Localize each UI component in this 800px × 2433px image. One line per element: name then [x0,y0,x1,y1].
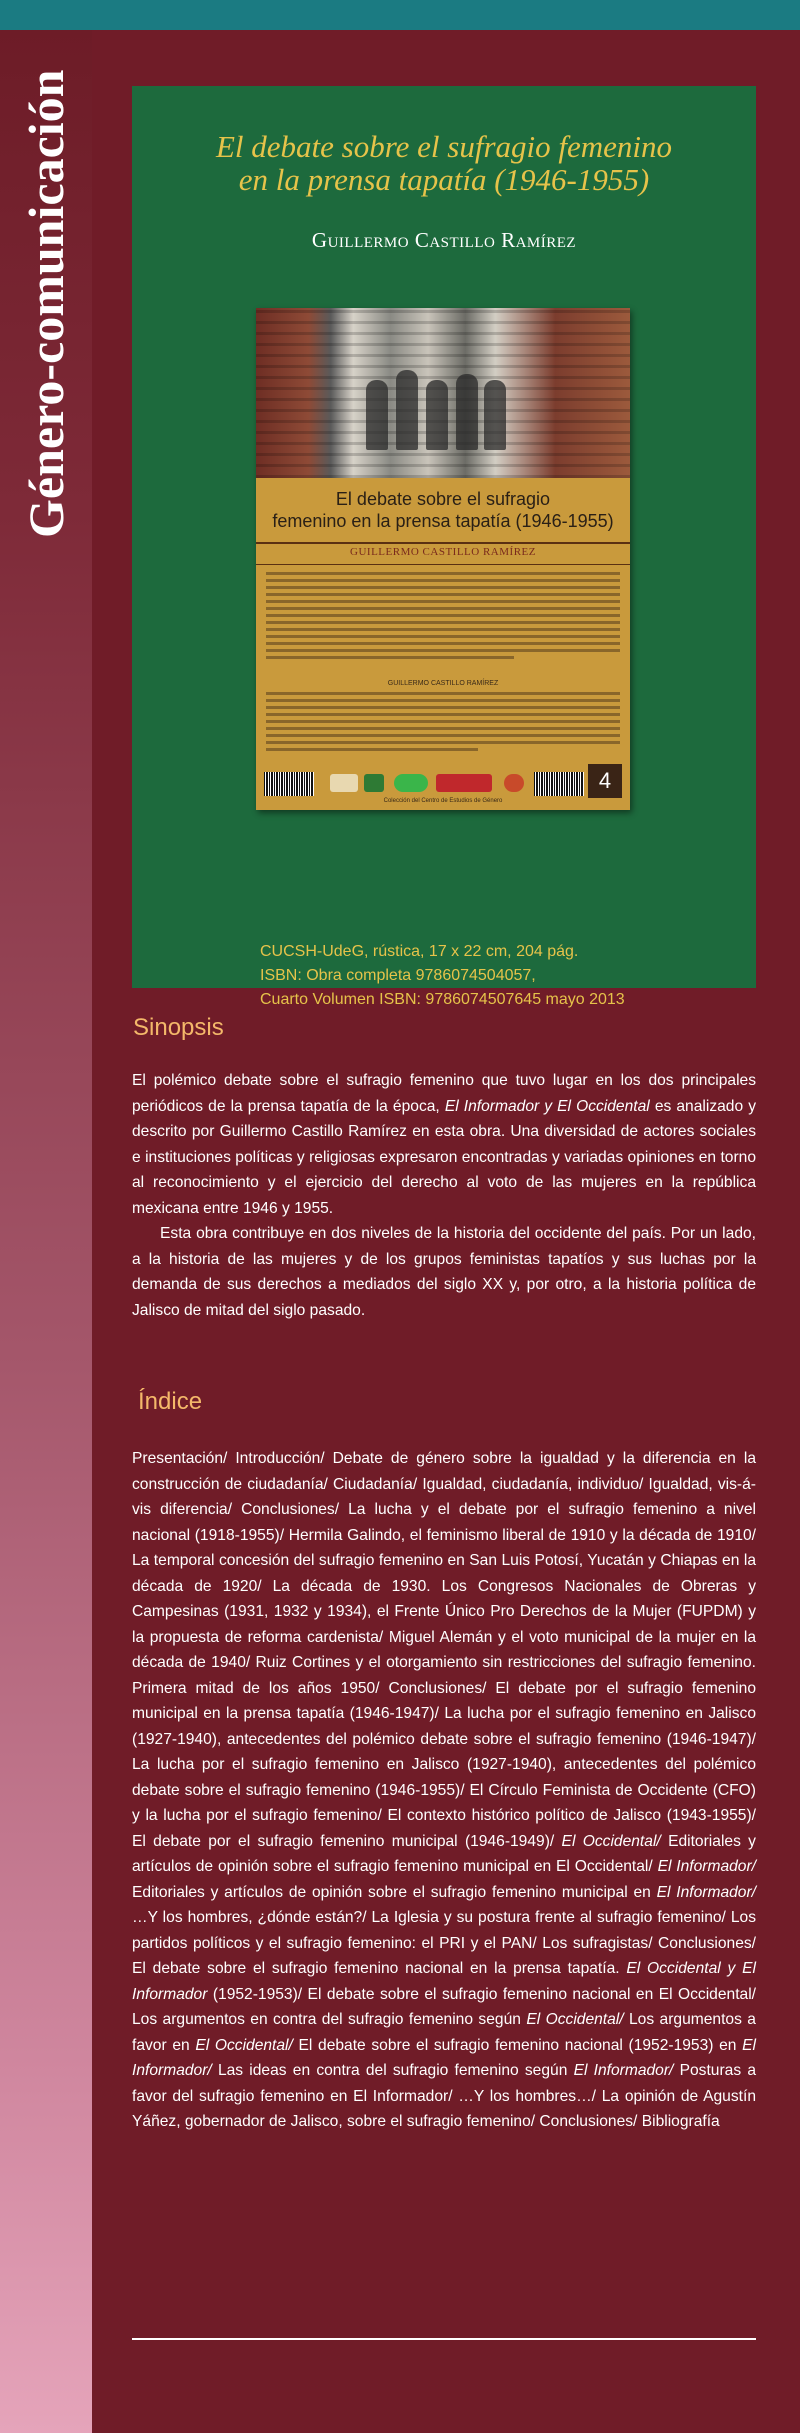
book-cover-title: El debate sobre el sufragio femenino en la prensa tapatía (1946-1955) [272,489,614,531]
book-cover-author-small: GUILLERMO CASTILLO RAMÍREZ [387,680,499,687]
sinopsis-paragraph-1: El polémico debate sobre el sufragio femenino que tuvo lugar en los dos principales periódicos de la prensa tapatía de la época, El Informador y El Occidental es analizado y descrito por Guillermo Castillo Ramírez en esta obra. Una diversidad de actores sociales e instituciones políticas y religiosas expresaron encontradas y variadas opiniones en torno al reconocimiento y el ejercicio del derecho al voto de las mujeres en la república mexicana entre 1946 y 1955. [132,1072,757,1217]
volume-number: 4 [588,764,622,798]
indice-heading: Índice [138,1388,203,1415]
book-cover-blurb [266,572,620,663]
sinopsis-paragraph-2: Esta obra contribuye en dos niveles de la historia del occidente del país. Por un lado, a la historia de las mujeres y de los grupos feministas tapatíos y sus luchas por la demanda de sus derechos a mediados del siglo XX y, por otro, a la historia política de Jalisco de mitad del siglo pasado. [132,1225,756,1319]
book-cover-photo [256,308,630,478]
cover-title-line1: El debate sobre el sufragio femenino [215,129,673,164]
center-logo-icon [436,774,492,792]
book-cover-bio [266,692,620,755]
sinopsis-heading: Sinopsis [133,1014,224,1041]
book-cover-panel [132,86,756,1008]
cover-title-line2: en la prensa tapatía (1946-1955) [238,162,650,197]
university-seal-icon [504,774,524,792]
indice-paragraph: Presentación/ Introducción/ Debate de género sobre la igualdad y la diferencia en la construcción de ciudadanía/ Ciudadanía/ Igualdad, ciudadanía, individuo/ Igualdad, vis-á-vis diferencia/ Conclusiones/ La lucha y el debate por el sufragio femenino a nivel nacional (1918-1955)/ Hermila Galindo, el feminismo liberal de 1910 y la década de 1910/ La temporal concesión del sufragio femenino en San Luis Potosí, Yucatán y Chiapas en la década de 1920/ La década de 1930. Los Congresos Nacionales de Obreras y Campesinas (1931, 1932 y 1934), el Frente Único Pro Derechos de la Mujer (FUPDM) y la propuesta de reforma cardenista/ Miguel Alemán y el voto municipal de la mujer en la década de 1940/ Ruiz Cortines y el otorgamiento sin restricciones del sufragio femenino. Primera mitad de los años 1950/ Conclusiones/ El debate por el sufragio femenino municipal en la prensa tapatía (1946-1947)/ La lucha por el sufragio femenino en Jalisco (1927-1940), antecedentes del polémico debate sobre el sufragio femenino (1946-1947)/ La lucha por el sufragio femenino en Jalisco (1927-1940), antecedentes del polémico debate sobre el sufragio femenino (1946-1955)/ El Círculo Feminista de Occidente (CFO) y la lucha por el sufragio femenino/ El contexto histórico político de Jalisco (1943-1955)/ El debate por el sufragio femenino municipal (1946-1949)/ El Occidental/ Editoriales y artículos de opinión sobre el sufragio femenino municipal en El Occidental/ El Informador/ Editoriales y artículos de opinión sobre el sufragio femenino municipal en El Informador/ …Y los hombres, ¿dónde están?/ La Iglesia y su postura frente al sufragio femenino/ Los partidos políticos y el sufragio femenino: el PRI y el PAN/ Los sufragistas/ Conclusiones/ El debate sobre el sufragio femenino nacional en la prensa tapatía. El Occidental y El Informador (1952-1953)/ El debate sobre el sufragio femenino nacional en El Occidental/ Los argumentos en contra del sufragio femenino según El Occidental/ Los argumentos a favor en El Occidental/ El debate sobre el sufragio femenino nacional (1952-1953) en El Informador/ Las ideas en contra del sufragio femenino según El Informador/ Posturas a favor del sufragio femenino en El Informador/ …Y los hombres…/ La opinión de Agustín Yáñez, gobernador de Jalisco, sobre el sufragio femenino/ Conclusiones/ Bibliografía [132,1450,756,2130]
publication-format: CUCSH-UdeG, rústica, 17 x 22 cm, 204 pág. [260,943,579,960]
publication-details [260,940,740,1012]
book-collection-label: Colección del Centro de Estudios de Género [383,798,503,804]
top-bar [0,0,800,30]
section-category-title: Género-comunicación [18,70,74,539]
publisher-logo-icon [330,774,358,792]
green-logo-icon [394,774,428,792]
sinopsis-text [132,1068,756,1323]
coat-of-arms-icon [364,774,384,792]
cover-author: Guillermo Castillo Ramírez [311,228,577,252]
indice-text [132,1446,756,2135]
cover-title [132,130,756,196]
barcode-icon [264,772,314,796]
book-cover-image [256,308,630,810]
bottom-divider [132,2338,756,2340]
publication-isbn-volume: Cuarto Volumen ISBN: 9786074507645 mayo 2013 [260,991,625,1008]
barcode-icon [534,772,584,796]
publication-isbn-full: ISBN: Obra completa 9786074504057, [260,967,536,984]
book-cover-author: GUILLERMO CASTILLO RAMÍREZ [350,546,536,558]
